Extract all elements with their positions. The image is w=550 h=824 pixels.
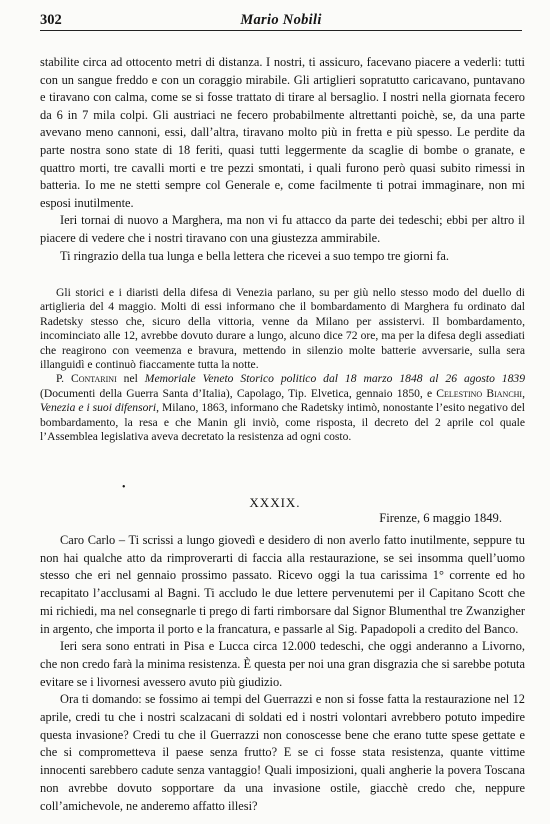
note-text-d: , Milano, 1863, informano che Radetsky intimò, nonostante l’esito negativo del bombardamento, la resa e che Manin gli inviò, come risposta, il decreto del 2 aprile col quale l’Assemblea legislativa aveva decretato la resistenza ad ogni costo. xyxy=(40,401,525,444)
note-work-venezia: Venezia e i suoi difensori xyxy=(40,401,157,415)
letter-place-date: Firenze, 6 maggio 1849. xyxy=(379,511,502,525)
note-text-b: (Documenti della Guerra Santa d’Italia), Capolago, Tip. Elvetica, gennaio 1850, e xyxy=(40,386,437,400)
main-paragraph-1: stabilite circa ad ottocento metri di distanza. I nostri, ti assicuro, facevano piacere a vederli: tutti con un sangue freddo e con un coraggio mirabile. Gli artiglieri sopratutto caricavano, puntavano e tiravano con calma, come se si fosse trattato di tirare al bersaglio. I nostri nella giornata fecero da 6 in 7 mila colpi. Gli austriaci ne fecero probabilmente altrettanti poichè, se, da una parte avevano meno cannoni, essi, dall’altra, tiravano molto più in fretta e più spesso. Le perdite da parte nostra sono state di 18 feriti, quasi tutti leggermente da scaglie di bombe o granate, e quattro morti, tre cavalli morti e tre pezzi smontati, i quali furono però quasi subito rimessi in batteria. Io me ne stetti sempre col Generale e, come facilmente ti potrai immaginare, non mi esposi inutilmente. xyxy=(40,55,525,210)
note-paragraph-1: Gli storici e i diaristi della difesa di Venezia parlano, su per giù nello stesso modo del duello di artiglieria del 4 maggio. Molti di essi informano che il bombardamento di Marghera fu ordinato dal Radetsky stesso che, sicuro della vittoria, venne da Milano per assistervi. Il bombardamento, incominciato alle 12, avrebbe dovuto durare a lungo, alcuno dice 72 ore, ma per la difesa degli assediati che reagirono con veemenza e bravura, mettendo in silenzio molte batterie avversarie, sulla sera illanguidì e continuò fiaccamente tutta la notte. xyxy=(40,286,525,372)
letter-paragraph-2: Ieri sera sono entrati in Pisa e Lucca circa 12.000 tedeschi, che oggi anderanno a Livorno, che non credo farà la minima resistenza. È questa per noi una gran disgrazia che si sarebbe potuta evitare se i livornesi avessero avuto più giudizio. xyxy=(40,639,525,689)
letter-number: XXXIX. xyxy=(249,495,301,510)
note-text-c: , xyxy=(522,386,525,400)
note-text-a: nel xyxy=(116,372,145,386)
note-work-memoriale: Memoriale Veneto Storico politico dal 18 marzo 1848 al 26 agosto 1839 xyxy=(144,372,525,386)
page-number: 302 xyxy=(40,12,62,28)
footnote-block xyxy=(40,286,525,444)
note-author-contarini: P. Contarini xyxy=(56,372,117,386)
main-paragraph-2: Ieri tornai di nuovo a Marghera, ma non vi fu attacco da parte dei tedeschi; ebbi per altro il piacere di vedere che i nostri tiravano con una giustezza ammirabile. xyxy=(40,213,525,245)
main-text xyxy=(40,54,525,265)
running-title: Mario Nobili xyxy=(240,12,322,28)
main-paragraph-3: Ti ringrazio della tua lunga e bella lettera che ricevei a suo tempo tre giorni fa. xyxy=(60,248,450,263)
note-author-bianchi: Celestino Bianchi xyxy=(436,386,523,400)
page-header xyxy=(40,10,522,31)
letter-paragraph-3: Ora ti domando: se fossimo ai tempi del Guerrazzi e non si fosse fatta la restaurazione nel 12 aprile, credi tu che i nostri scalzacani di soldati ed i nostri volontari avrebbero potuto impedire questa invasione? Credi tu che il Guerrazzi non conoscesse bene che erano tutte spese gettate e che si comprometteva il paese senza frutto? E se ci fosse stata resistenza, quante vittime innocenti sarebbero cadute senza vantaggio! Quali imposizioni, quali angherie la povera Toscana non avrebbe dovuto sopportare da una invasione ostile, giacchè credo che, neppure coll’amichevole, ne anderemo affatto illesi? xyxy=(40,692,525,813)
letter-paragraph-1: Caro Carlo – Ti scrissi a lungo giovedì e desidero di non averlo fatto inutilmente, seppure tu non hai qualche atto da rimproverarti di faccia alla restaurazione, se sei insomma quell’uomo stesso che eri nel gennaio prossimo passato. Ricevo oggi la tua carissima 1° corrente ed ho recapitato l’acclusami al Bagni. Ti accludo le due lettere pervenutemi per il Capitano Scott che mi richiedi, ma nel consegnarle ti prego di farti rimborsare dal Signor Blumenthal tre Zwanzigher in argento, che importa il porto e la francatura, e passarle al Sig. Papadopoli a credito del Banco. xyxy=(40,533,525,636)
letter-text xyxy=(40,532,525,815)
stray-mark: • xyxy=(122,482,126,493)
note-paragraph-2 xyxy=(40,372,525,444)
